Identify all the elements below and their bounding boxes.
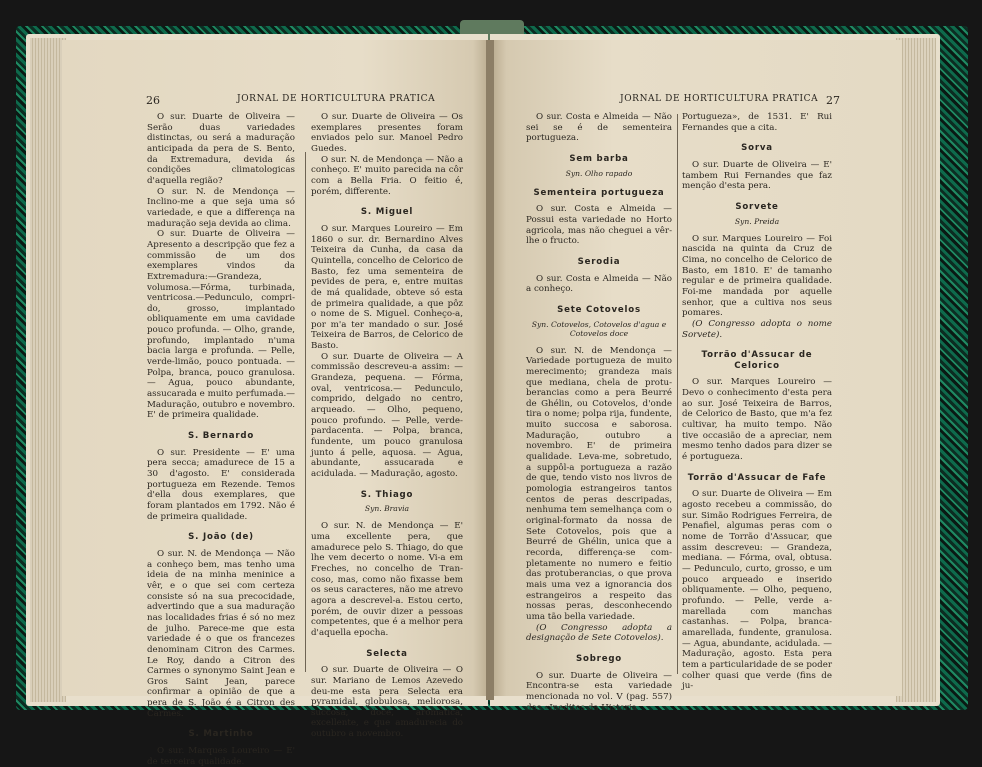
right-page — [490, 40, 902, 713]
paragraph: O sur. Costa e Almeida — Possui esta variedade no Horto agricola, mas não cheguei a vêr-lhe o fructo. — [526, 204, 672, 247]
paragraph: O sur. Marques Loureiro — E' de terceira qualidade. — [147, 746, 295, 767]
right-column-2 — [682, 112, 832, 692]
column-divider — [677, 114, 678, 674]
paragraph: O sur. Duarte de Oliveira — Apresento a descripção que fez a commissão de um dos exemplares vindos da Extremadura:—Grandeza, volumosa.—Fórma, turbinada, ventricosa.—Pedunculo, comprido, grosso, implantado obliquamente em uma cavidade pouco profunda. — Olho, grande, profundo, implantado n'uma bacia larga e profunda. — Pelle, verde-limão, pouco pontuada. — Polpa, branca, pouco granulosa. — Agua, pouco abundante, assucarada e muito perfumada.— Maduração, outubro e novembro. E' de primeira qualidade. — [147, 229, 295, 421]
paragraph: O sur. Presidente — E' uma pera secca; amadurece de 15 a 30 d'agosto. E' considerada portugueza em Rezende. Temos d'ella dous exemplares, que foram plantados em 1792. Não é de primeira qualidade. — [147, 447, 295, 522]
paragraph: O sur. N. de Mendonça — Variedade portugueza de muito merecimento; grandeza mais que mediana, chela de protuberancias como a pera Beurré de Ghélin, ou Cotovelos, d'onde tira o nome; polpa rija, fundente, muito succosa e saborosa. Maduração, outubro a novembro. E' de primeira qualidade. Leva-me, sobretudo, a suppôl-a portugueza a razão de que, tendo visto nos livros de pomologia estrangeiros tantos centos de peras descripadas, nenhuma tem semelhança com o original-formato da nossa de Sete Cotovelos, pois que a Beurré de Ghélin, unica que a recorda, differença-se completamente no numero e feitio das protuberancias, o que prova mais uma vez a ignorancia dos estrangeiros a respeito das nossas peras, desconhecendo uma tão bella variedade. — [526, 345, 672, 622]
page-number: 27 — [826, 94, 840, 107]
section-heading: Sobrego — [576, 653, 622, 664]
paragraph: O sur. Marques Loureiro — Em 1860 o sur. dr. Bernardino Alves Teixeira da Cunha, da casa da Quintella, concelho de Celorico de Basto, fez uma sementeira de pevides de pera, e, entre muitas de má qualidade, obteve só esta de primeira qualidade, a que pôz o nome de S. Miguel. Conheço-a, por m'a ter mandado o sur. José Teixeira de Barros, de Celorico de Basto. — [311, 223, 463, 352]
left-page-edges — [30, 38, 66, 702]
section-heading: Sete Cotovelos — [557, 304, 641, 315]
paragraph: O sur. Duarte de Oliveira — Serão duas variedades distinctas, ou será a maduração anticipada da pera de S. Bento, da Extremadura, devida ás condições climatologicas d'aquella região? — [147, 112, 295, 186]
right-column-1 — [526, 112, 672, 713]
book-gutter — [486, 40, 494, 700]
synonym-line: Syn. Cotovelos, Cotovelos d'agua e Cotovelos doce — [531, 319, 667, 338]
paragraph: O sur. Marques Loureiro — Foi nascida na quinta da Cruz de Cima, no concelho de Celorico de Basto, em 1810. E' de tamanho regular e de primeira qualidade. Foi-me mandada por aquelle senhor, que a cultiva nos seus pomares. — [682, 233, 832, 319]
paragraph: O sur. Duarte de Oliveira — A commissão descreveu-a assim: — Grandeza, pequena. — Fórma, oval, ventricosa.— Pedunculo, comprido, delgado no centro, arqueado. — Olho, pequeno, pouco profundo. — Pelle, verde-pardacenta. — Polpa, branca, fundente, um pouco granulosa junto á pelle, aquosa. — Agua, abundante, assucarada e acidulada. — Maduração, agosto. — [311, 351, 463, 479]
paragraph: O sur. N. de Mendonça — Inclino-me a que seja uma só variedade, e que a differença na maduração seja devida ao clima. — [147, 186, 295, 229]
synonym-line: Syn. Preida — [734, 216, 780, 226]
running-header: JORNAL DE HORTICULTURA PRATICA — [620, 94, 819, 104]
section-heading: Torrão d'Assucar de Fafe — [687, 472, 827, 483]
section-heading: Sementeira portugueza — [533, 187, 665, 198]
section-heading: Sorva — [741, 143, 773, 154]
section-heading: S. João (de) — [188, 532, 254, 543]
synonym-line: Syn. Olho rapado — [565, 168, 633, 178]
section-heading: Selecta — [366, 648, 408, 659]
paragraph: O sur. Marques Loureiro — Devo o conhecimento d'esta pera ao sur. José Teixeira de Barros, de Celorico de Basto, que m'a fez cultivar, ha muito tempo. Não tive occasião de a apreciar, nem mesmo tenho dados para dizer se é portugueza. — [682, 377, 832, 463]
page-number: 26 — [146, 94, 160, 107]
section-heading: S. Bernardo — [187, 431, 255, 442]
paragraph: (O Congresso adopta o nome Sorvete). — [682, 318, 832, 340]
paragraph: O sur. Costa e Almeida — Não sei se é de sementeira portugueza. — [526, 112, 672, 144]
paragraph: O sur. Duarte de Oliveira — Em agosto recebeu a commissão, do sur. Simão Rodrigues Ferreira, de Penafiel, algumas peras com o nome de Torrão d'Assucar, que assim descreveu: — Grandeza, mediana. — Fórma, oval, obtusa. — Pedunculo, curto, grosso, e um pouco arqueado e inserido obliquamente. — Olho, pequeno, profundo. — Pelle, verde amarellada com manchas castanhas. — Polpa, branca-amarellada, fundente, granulosa. — Agua, abundante, acidulada. — Maduração, agosto. Esta pera tem a particularidade de se poder colher quasi que verde (fins de ju- — [682, 489, 832, 692]
section-heading: Torrão d'Assucar de Celorico — [701, 350, 813, 371]
paragraph: O sur. Duarte de Oliveira — O sur. Mariano de Lemos Azevedo deu-me esta pera Selecta era pyramidal, globulosa, meliorosa, succosa, doce, aromatica, excellente, e que amadurecia do outubro a novembro. — [311, 665, 463, 740]
paragraph: Portugueza», de 1531. E' Rui Fernandes que a cita. — [682, 112, 832, 133]
paragraph: O sur. Duarte de Oliveira — E' tambem Rui Fernandes que faz menção d'esta pera. — [682, 159, 832, 192]
left-page — [62, 40, 490, 767]
paragraph: O sur. N. de Mendonça — Não a conheço. E' muito parecida na côr com a Bella Fria. O feitio é, porém, differente. — [311, 154, 463, 197]
section-heading: S. Miguel — [360, 207, 414, 218]
paragraph: O sur. Duarte de Oliveira — Os exemplares presentes foram enviados pelo sur. Manoel Pedro Guedes. — [311, 112, 463, 154]
paragraph: O sur. N. de Mendonça — E' uma excellente pera, que amadurece pelo S. Thiago, do que lhe vem decerto o nome. Vi-a em Freches, no concelho de Trancoso, mas, como não fixasse bem os seus caracteres, não me atrevo agora a descrevel-a. Estou certo, porém, de ouvir dizer a pessoas competentes, que é a melhor pera d'aquella epocha. — [311, 521, 463, 638]
paragraph: O sur. Duarte de Oliveira — Encontra-se esta variedade mencionada no vol. V (pag. 557) dos «Ineditos da Historia — [526, 670, 672, 713]
running-header: JORNAL DE HORTICULTURA PRATICA — [237, 94, 436, 104]
paragraph: O sur. N. de Mendonça — Não a conheço bem, mas tenho uma ideia de na minha meninice a vêr, e o que sei com certeza consiste só na sua precocidade, advertindo que a sua maduração nas localidades frias é só no mez de julho. Parece-me que esta variedade é o que os francezes denominam Citron des Carmes. Le Roy, dando a Citron des Carmes o synonymo Saint Jean e Gros Saint Jean, parece confirmar a opinião de que a pera de S. João é a Citron des Carmes. — [147, 548, 295, 719]
section-heading: S. Thiago — [360, 489, 414, 500]
left-column-2 — [311, 112, 463, 740]
column-divider — [305, 152, 306, 672]
section-heading: S. Martinho — [188, 729, 254, 740]
right-page-edges — [896, 38, 936, 702]
synonym-line: Syn. Bravia — [364, 504, 410, 514]
section-heading: Sorvete — [735, 201, 779, 212]
section-heading: Serodia — [577, 256, 621, 267]
paragraph: O sur. Costa e Almeida — Não a conheço. — [526, 273, 672, 295]
section-heading: Sem barba — [569, 153, 629, 164]
left-column-1 — [147, 112, 295, 767]
paragraph: (O Congresso adopta a designação de Sete Cotovelos). — [526, 622, 672, 644]
